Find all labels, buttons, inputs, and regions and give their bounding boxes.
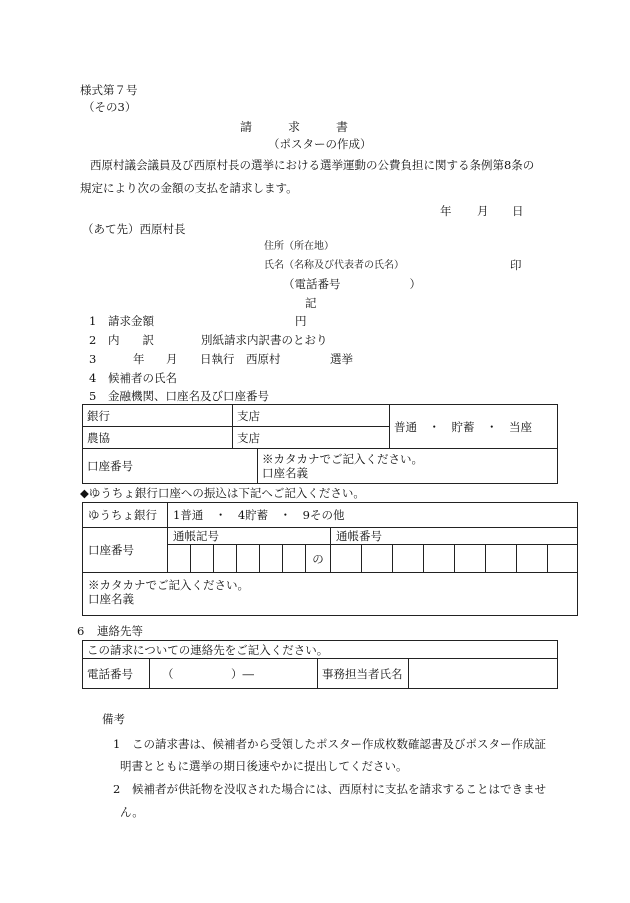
yucho-options[interactable]: 1普通 ・ 4貯蓄 ・ 9その他: [168, 503, 578, 528]
passbook-code-digit[interactable]: [191, 545, 214, 573]
remark-1-number: 1: [113, 737, 121, 751]
yucho-account-number-label: 口座番号: [83, 528, 168, 573]
remark-1-line-2: 明書とともに選挙の期日後速やかに提出してください。: [120, 759, 408, 773]
remark-2-line-2: ん。: [120, 805, 144, 819]
passbook-number-digit[interactable]: [424, 545, 455, 573]
item-4-label: 候補者の氏名: [108, 371, 177, 385]
addressee: （あて先）西原村長: [82, 222, 186, 236]
address-label: 住所（所在地）: [264, 241, 334, 252]
staff-name-label: 事務担当者氏名: [318, 659, 409, 689]
branch-cell-2[interactable]: 支店: [233, 427, 390, 449]
no-separator: の: [306, 545, 331, 573]
account-name-label: 口座名義: [262, 466, 308, 480]
passbook-number-digit[interactable]: [486, 545, 517, 573]
item-3-day: 日執行: [200, 352, 235, 366]
item-3-month: 月: [166, 352, 178, 366]
item-3-number: 3: [89, 352, 97, 366]
date-day: 日: [512, 204, 524, 218]
contact-heading: 連絡先等: [97, 624, 143, 638]
remark-2-line-1: 候補者が供託物を没収された場合には、西原村に支払を請求することはできませ: [132, 782, 546, 796]
passbook-code-digit[interactable]: [260, 545, 283, 573]
passbook-code-digit[interactable]: [214, 545, 237, 573]
item-1-number: 1: [89, 314, 97, 328]
bank-cell[interactable]: 銀行: [83, 405, 233, 427]
intro-line-1: 西原村議会議員及び西原村長の選挙における選挙運動の公費負担に関する条例第8条の: [90, 158, 535, 172]
yucho-table: [82, 502, 578, 616]
yucho-kana-note: ※カタカナでご記入ください。: [88, 578, 249, 592]
item-1-label: 請求金額: [108, 314, 154, 328]
kyokyo-cell[interactable]: 農協: [83, 427, 233, 449]
yucho-label: ゆうちょ銀行: [83, 503, 168, 528]
page-title: 請 求 書: [240, 120, 349, 134]
contact-instruction: この請求についての連絡先をご記入ください。: [83, 641, 558, 659]
item-2-number: 2: [89, 333, 97, 347]
account-number-cell[interactable]: 口座番号: [83, 449, 258, 484]
passbook-code-digit[interactable]: [237, 545, 260, 573]
passbook-number-digit[interactable]: [455, 545, 486, 573]
passbook-number-digit[interactable]: [548, 545, 578, 573]
passbook-code-label: 通帳記号: [168, 528, 331, 545]
item-4-number: 4: [89, 371, 97, 385]
account-type-cell[interactable]: 普通 ・ 貯蓄 ・ 当座: [390, 405, 558, 449]
item-2-label: 内 訳: [108, 333, 154, 347]
item-3-election: 選挙: [330, 352, 353, 366]
kana-note: ※カタカナでご記入ください。: [262, 452, 423, 466]
item-2-value: 別紙請求内訳書のとおり: [201, 333, 328, 347]
remark-1-line-1: この請求書は、候補者から受領したポスター作成枚数確認書及びポスター作成証: [132, 737, 546, 751]
item-3-village: 西原村: [246, 352, 281, 366]
ki-mark: 記: [305, 296, 317, 310]
contact-number: 6: [77, 624, 85, 638]
staff-name-field[interactable]: [409, 659, 558, 689]
form-sub: （その3）: [83, 100, 137, 114]
seal-mark: 印: [510, 258, 522, 272]
page-subtitle: （ポスターの作成）: [268, 137, 372, 151]
item-5-label: 金融機関、口座名及び口座番号: [108, 389, 269, 403]
item-3-year: 年: [133, 352, 145, 366]
intro-line-2: 規定により次の金額の支払を請求します。: [80, 181, 298, 195]
phone-label: （電話番号 ）: [283, 277, 421, 291]
yucho-note: ◆ゆうちょ銀行口座への振込は下記へご記入ください。: [80, 486, 365, 500]
form-number: 様式第７号: [80, 83, 138, 97]
passbook-code-digit[interactable]: [283, 545, 306, 573]
date-month: 月: [477, 204, 489, 218]
passbook-number-label: 通帳番号: [331, 528, 578, 545]
passbook-number-digit[interactable]: [517, 545, 548, 573]
passbook-number-digit[interactable]: [393, 545, 424, 573]
contact-phone-field[interactable]: （ ）―: [150, 659, 318, 689]
remark-2-number: 2: [113, 782, 121, 796]
account-name-cell[interactable]: [258, 449, 558, 484]
contact-phone-label: 電話番号: [83, 659, 150, 689]
yucho-account-name-cell[interactable]: [83, 573, 578, 616]
date-year: 年: [440, 204, 452, 218]
remarks-heading: 備考: [102, 712, 125, 726]
yucho-account-name-label: 口座名義: [88, 592, 134, 606]
passbook-number-digit[interactable]: [362, 545, 393, 573]
passbook-number-digit[interactable]: [331, 545, 362, 573]
item-5-number: 5: [89, 389, 97, 403]
contact-table: [82, 640, 558, 689]
bank-table: [82, 404, 558, 484]
passbook-code-digit[interactable]: [168, 545, 191, 573]
name-label: 氏名（名称及び代表者の氏名）: [264, 260, 404, 271]
item-1-unit: 円: [295, 314, 307, 328]
branch-cell-1[interactable]: 支店: [233, 405, 390, 427]
